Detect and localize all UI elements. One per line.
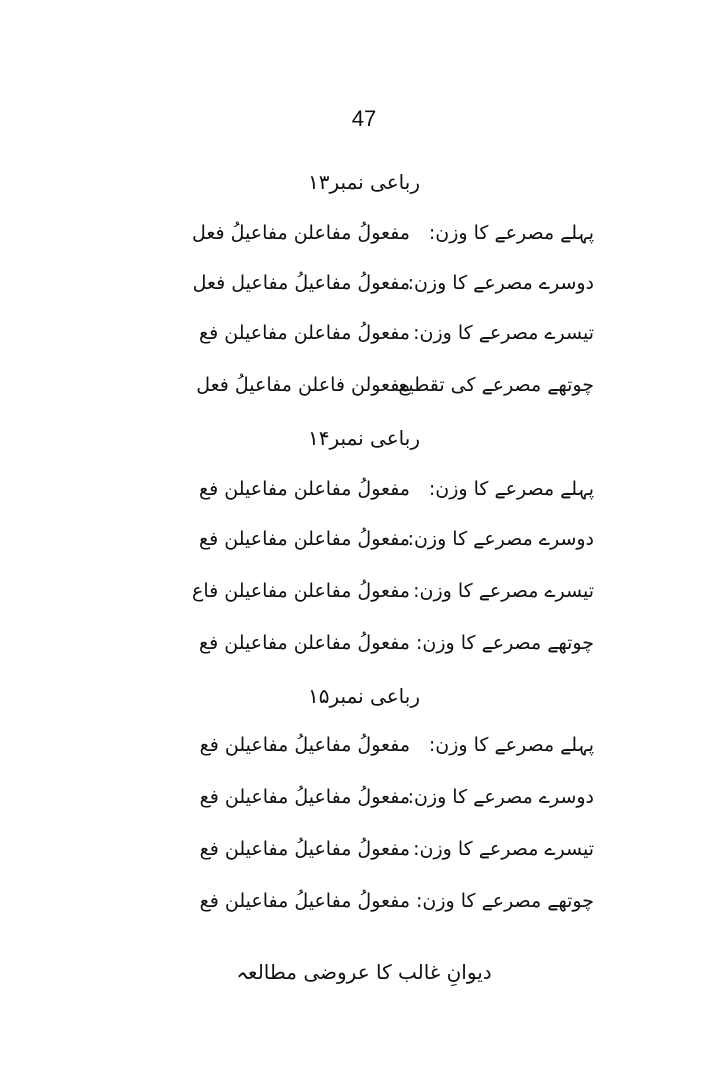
meter-line (0, 322, 728, 356)
line-meter: مفعولُ مفاعیلُ مفاعیلن فع (199, 890, 410, 912)
line-meter: مفعولُ مفاعلن مفاعیلن فع (199, 478, 410, 500)
line-meter: مفعولُ مفاعلن مفاعیلن فاع (192, 580, 410, 602)
line-label: تیسرے مصرعے کا وزن: (413, 838, 594, 860)
meter-line (0, 478, 728, 512)
meter-line (0, 272, 728, 306)
line-label: تیسرے مصرعے کا وزن: (413, 580, 594, 602)
line-meter: مفعولُ مفاعلن مفاعیلن فع (199, 322, 410, 344)
line-label: پہلے مصرعے کا وزن: (428, 734, 594, 756)
line-meter: مفعولُ مفاعلن مفاعیلن فع (199, 632, 410, 654)
meter-line (0, 528, 728, 562)
line-label: چوتھے مصرعے کا وزن: (415, 632, 594, 654)
line-label: پہلے مصرعے کا وزن: (428, 478, 594, 500)
line-label: چوتھے مصرعے کا وزن: (415, 890, 594, 912)
book-title-footer: دیوانِ غالب کا عروضی مطالعہ (236, 960, 492, 984)
section-heading: رباعی نمبر۱۵ (308, 684, 420, 708)
line-label: پہلے مصرعے کا وزن: (428, 222, 594, 244)
line-label: دوسرے مصرعے کا وزن: (407, 786, 594, 808)
meter-line (0, 374, 728, 408)
section-heading: رباعی نمبر۱۴ (308, 426, 420, 450)
meter-line (0, 890, 728, 924)
meter-line (0, 786, 728, 820)
line-meter: مفعولُ مفاعلن مفاعیلُ فعل (191, 222, 410, 244)
section-heading: رباعی نمبر۱۳ (308, 170, 420, 194)
page-number: 47 (351, 106, 377, 131)
line-meter: مفعولن فاعلن مفاعیلُ فعل (196, 374, 410, 396)
meter-line (0, 734, 728, 768)
line-label: تیسرے مصرعے کا وزن: (413, 322, 594, 344)
line-meter: مفعولُ مفاعلن مفاعیلن فع (199, 528, 410, 550)
line-meter: مفعولُ مفاعیلُ مفاعیلن فع (199, 734, 410, 756)
line-label: دوسرے مصرعے کا وزن: (407, 272, 594, 294)
line-meter: مفعولُ مفاعیلُ مفاعیلن فع (199, 786, 410, 808)
meter-line (0, 838, 728, 872)
line-meter: مفعولُ مفاعیلُ مفاعیل فعل (192, 272, 410, 294)
meter-line (0, 222, 728, 256)
line-label: دوسرے مصرعے کا وزن: (407, 528, 594, 550)
line-meter: مفعولُ مفاعیلُ مفاعیلن فع (199, 838, 410, 860)
meter-line (0, 632, 728, 666)
line-label: چوتھے مصرعے کی تقطیع (398, 374, 594, 396)
meter-line (0, 580, 728, 614)
